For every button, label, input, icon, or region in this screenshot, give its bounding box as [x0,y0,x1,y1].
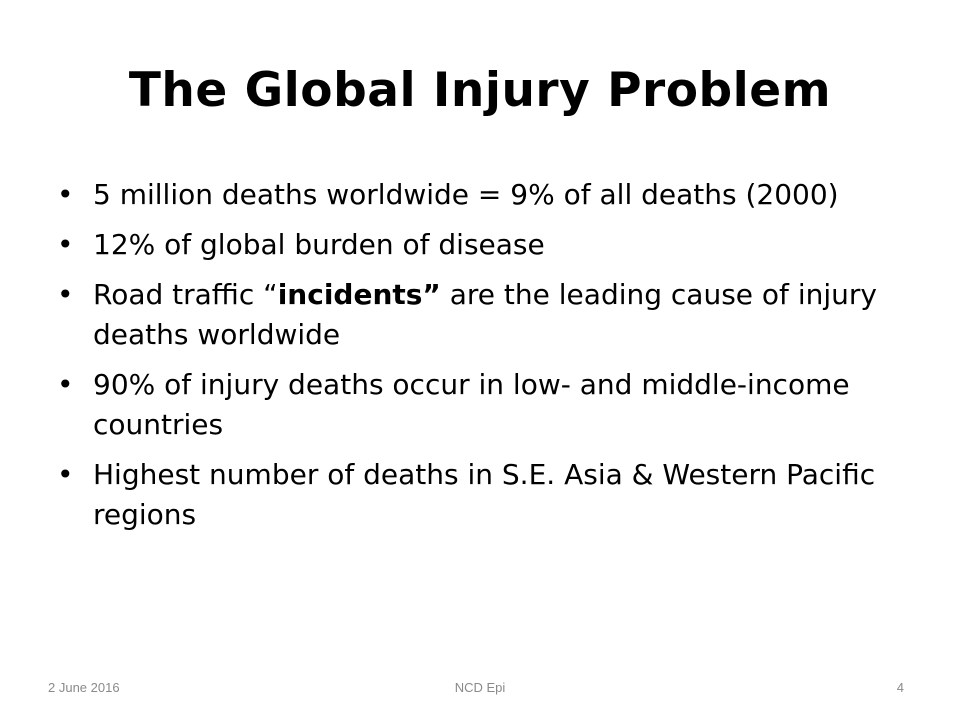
bullet-text: 5 million deaths worldwide = 9% of all deaths (2000) [93,178,839,211]
bullet-item-4 [57,365,897,445]
slide-title: The Global Injury Problem [128,63,832,118]
bullet-dot-icon: • [57,368,74,401]
bullet-text-before: Road traffic “ [93,278,278,311]
bullet-text-bold: incidents” [277,278,441,311]
footer-date: 2 June 2016 [48,680,120,695]
bullet-text: Highest number of deaths in S.E. Asia & Western Pacific regions [93,458,876,531]
bullet-text: 12% of global burden of disease [93,228,545,261]
bullet-dot-icon: • [57,178,74,211]
bullet-text: 90% of injury deaths occur in low- and middle-income countries [93,368,850,441]
bullet-text-after: are the leading cause of injury deaths worldwide [93,278,877,351]
bullet-item-2 [57,225,897,265]
bullet-item-5 [57,455,897,535]
bullet-dot-icon: • [57,278,74,311]
bullet-item-1 [57,175,897,215]
bullet-item-3 [57,275,897,355]
bullet-dot-icon: • [57,458,74,491]
bullet-list [57,175,897,545]
footer-center-text: NCD Epi [454,680,506,695]
bullet-dot-icon: • [57,228,74,261]
footer-page-number: 4 [896,680,904,695]
